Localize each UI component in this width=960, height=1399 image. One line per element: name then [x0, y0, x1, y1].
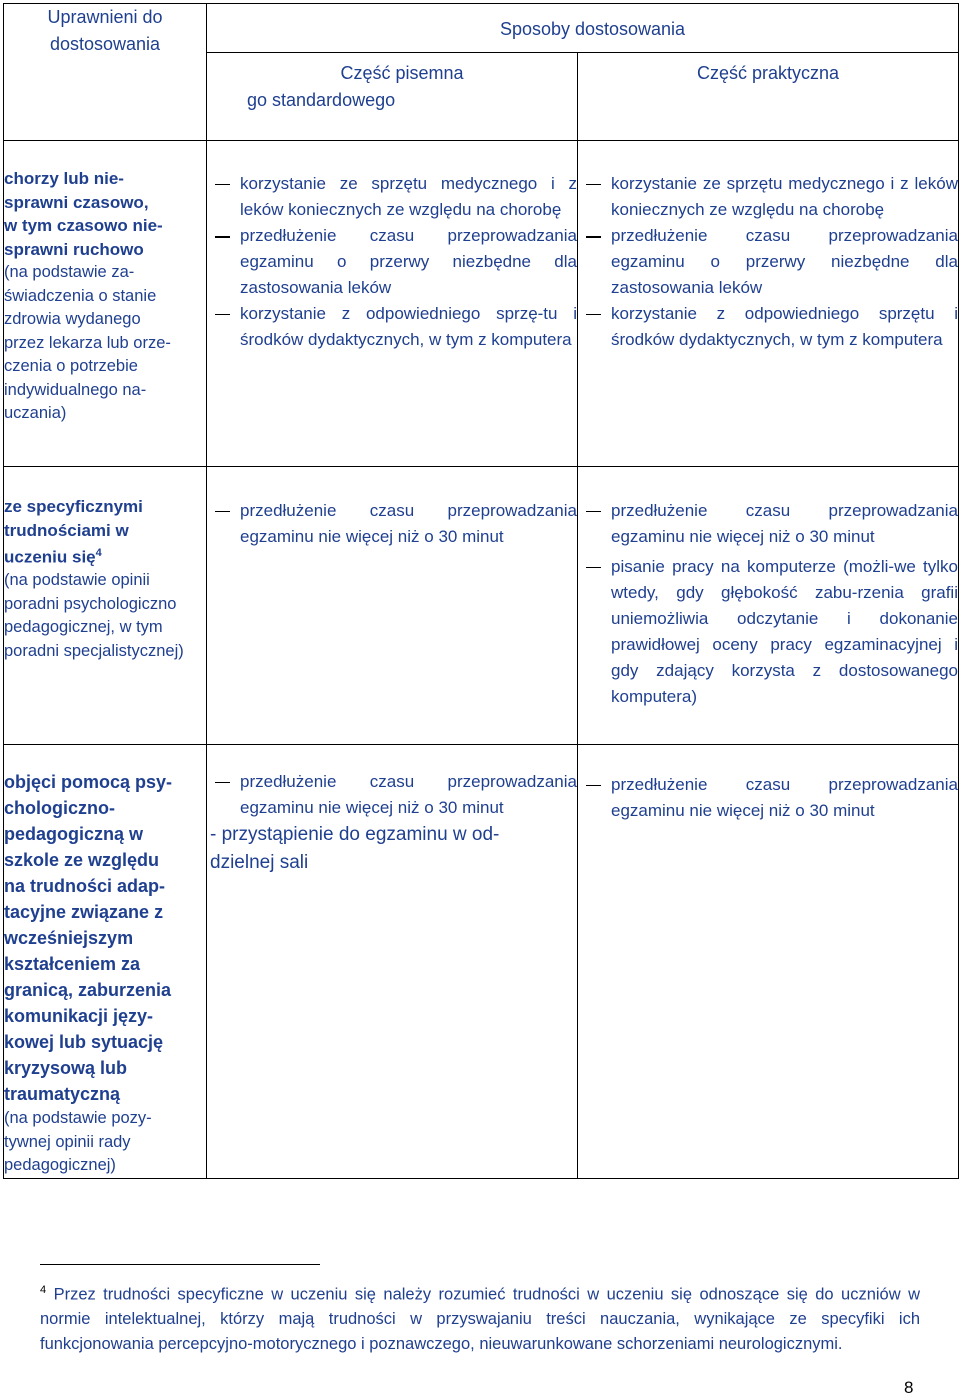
- list-item: korzystanie z odpowiedniego sprzętu i środków dydaktycznych, w tym z komputera: [578, 301, 958, 353]
- table-row: [4, 745, 959, 1179]
- footnote-text: Przez trudności specyficzne w uczeniu się należy rozumieć trudności w uczeniu się odnoszące się do uczniów w normie intelektualnej, którzy mają trudności w przyswajaniu treści nauczania, wynikające ze specyfiki ich funkcjonowania percepcyjno-motorycznego i poznawczego, nieuwarunkowane schorzeniami neurologicznymi.: [40, 1285, 920, 1353]
- list-item: przedłużenie czasu przeprowadzania egzaminu nie więcej niż o 30 minut: [578, 498, 958, 550]
- group-title: objęci pomocą psy-chologiczno-pedagogiczną w szkole ze względu na trudności adap-tacyjne związane z wcześniejszym kształceniem za granicą, zaburzenia komunikacji języ-kowej lub sytuację kryzysową lub traumatyczną: [4, 772, 173, 1104]
- header-eligible-label: Uprawnieni do dostosowania: [47, 7, 163, 54]
- practical-methods: [578, 745, 959, 1179]
- group-note: (na podstawie opinii poradni psychologiczno pedagogicznej, w tym poradni specjalistycznej): [4, 571, 184, 660]
- header-written-note: go standardowego: [247, 90, 396, 110]
- list-item: przedłużenie czasu przeprowadzania egzaminu nie więcej niż o 30 minut: [578, 772, 958, 824]
- accommodations-table: [3, 3, 959, 1179]
- list-item: korzystanie ze sprzętu medycznego i z leków koniecznych ze względu na chorobę: [207, 171, 577, 223]
- written-methods: [207, 745, 578, 1179]
- footnote: [40, 1278, 920, 1356]
- eligible-group-illness: [4, 141, 207, 467]
- list-item: pisanie pracy na komputerze (możli-we tylko wtedy, gdy głębokość zabu-rzenia grafii uniemożliwia odczytanie i dokonanie prawidłowej oceny pracy egzaminacyjnej i gdy zdający korzysta z dostosowanego komputera): [578, 554, 958, 710]
- table-row: [4, 141, 959, 467]
- header-written-label: Część pisemna: [340, 63, 464, 83]
- footnote-ref: 4: [95, 547, 102, 559]
- group-note: (na podstawie za-świadczenia o stanie zdrowia wydanego przez lekarza lub orze-czenia o potrzebie indywidualnego na-uczania): [4, 263, 171, 422]
- footnote-marker: 4: [40, 1284, 47, 1296]
- header-practical: [578, 53, 959, 141]
- group-title: ze specyficznymi trudnościami w uczeniu się$^4$: [4, 497, 143, 567]
- list-item: korzystanie z odpowiedniego sprzę-tu i środków dydaktycznych, w tym z komputera: [207, 301, 577, 353]
- list-item: przedłużenie czasu przeprowadzania egzaminu nie więcej niż o 30 minut: [207, 498, 577, 550]
- group-note: (na podstawie pozy-tywnej opinii rady pedagogicznej): [4, 1109, 152, 1174]
- list-item: korzystanie ze sprzętu medycznego i z leków koniecznych ze względu na chorobę: [578, 171, 958, 223]
- list-item: przedłużenie czasu przeprowadzania egzaminu nie więcej niż o 30 minut: [207, 769, 577, 821]
- eligible-group-psych-support: [4, 745, 207, 1179]
- header-methods: [207, 4, 959, 53]
- list-item: przedłużenie czasu przeprowadzania egzaminu o przerwy niezbędne dla zastosowania leków: [207, 223, 577, 301]
- table-row: [4, 467, 959, 745]
- eligible-group-learning: [4, 467, 207, 745]
- page-number: 8: [904, 1378, 914, 1397]
- written-methods: [207, 141, 578, 467]
- list-item: - przystąpienie do egzaminu w od-dzielnej sali: [210, 824, 500, 873]
- written-methods: [207, 467, 578, 745]
- header-practical-label: Część praktyczna: [696, 63, 840, 83]
- footnote-separator: [40, 1264, 320, 1265]
- header-eligible: [4, 4, 207, 141]
- list-item: przedłużenie czasu przeprowadzania egzaminu o przerwy niezbędne dla zastosowania leków: [578, 223, 958, 301]
- header-methods-label: Sposoby dostosowania: [499, 19, 686, 39]
- practical-methods: [578, 467, 959, 745]
- header-written: [207, 53, 578, 141]
- group-title: chorzy lub nie- sprawni czasowo, w tym czasowo nie- sprawni ruchowo: [4, 169, 163, 259]
- practical-methods: [578, 141, 959, 467]
